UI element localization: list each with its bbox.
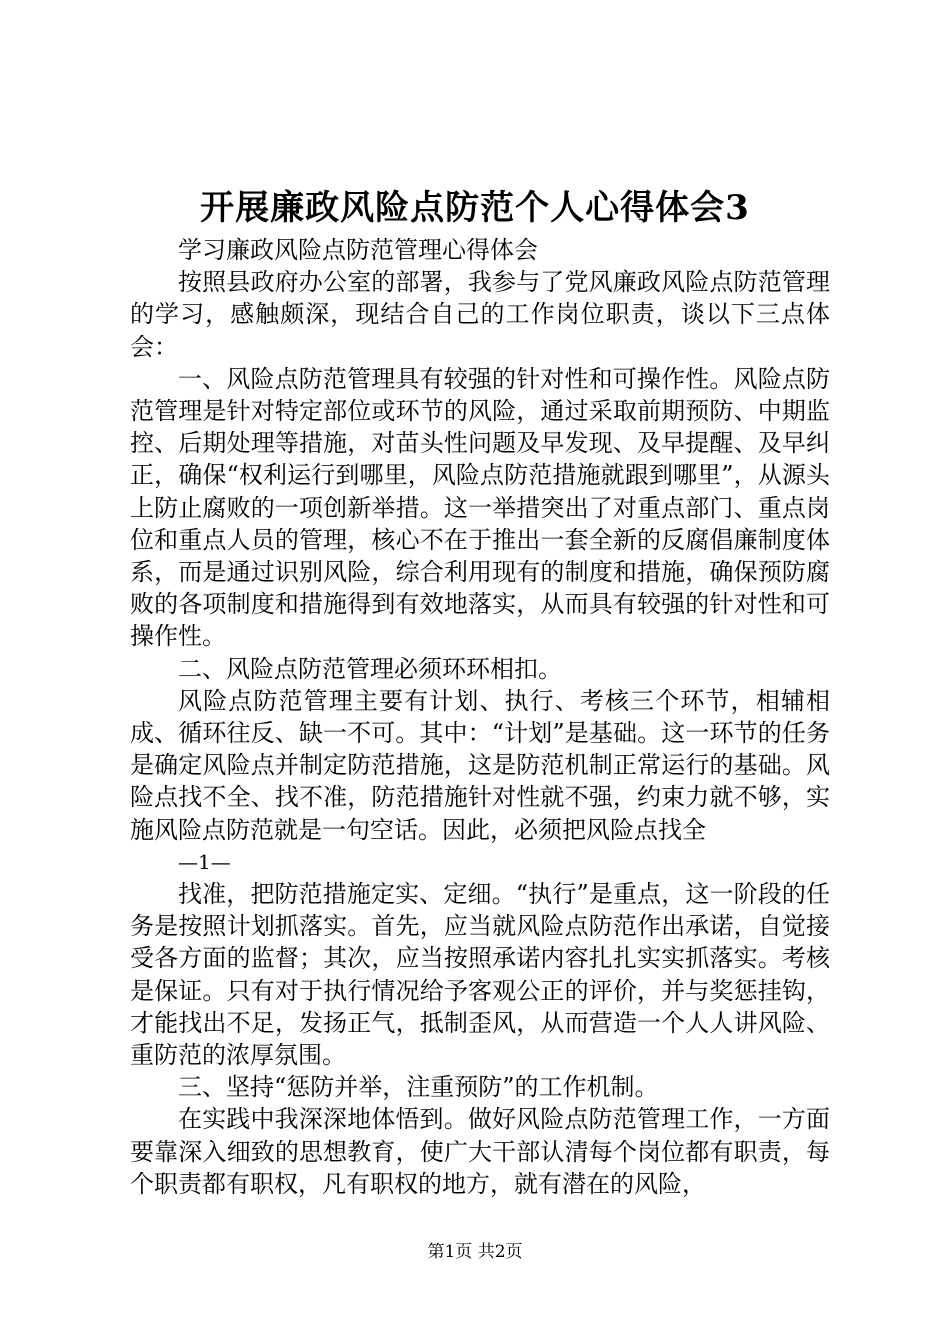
- inline-page-number: —1—: [178, 849, 231, 874]
- paragraph-subtitle: 学习廉政风险点防范管理心得体会: [178, 236, 538, 264]
- paragraph: 找准，把防范措施定实、定细。“执行”是重点，这一阶段的任务是按照计划抓落实。首先，应当就风险点防范作出承诺，自觉接受各方面的监督；其次，应当按照承诺内容扎扎实实抓落实。考核是保证。只有对于执行情况给予客观公正的评价，并与奖惩挂钩，才能找出不足，发扬正气，抵制歪风，从而营造一个人人讲风险、重防范的浓厚氛围。: [130, 880, 830, 1070]
- paragraph: 一、风险点防范管理具有较强的针对性和可操作性。风险点防范管理是针对特定部位或环节的风险，通过采取前期预防、中期监控、后期处理等措施，对苗头性问题及早发现、及早提醒、及早纠正，确保“权利运行到哪里，风险点防范措施就跟到哪里”，从源头上防止腐败的一项创新举措。这一举措突出了对重点部门、重点岗位和重点人员的管理，核心不在于推出一套全新的反腐倡廉制度体系，而是通过识别风险，综合利用现有的制度和措施，确保预防腐败的各项制度和措施得到有效地落实，从而具有较强的针对性和可操作性。: [130, 364, 830, 651]
- page-footer: 第1页 共2页: [427, 1242, 523, 1262]
- document-title: 开展廉政风险点防范个人心得体会3: [200, 188, 750, 228]
- paragraph: 在实践中我深深地体悟到。做好风险点防范管理工作，一方面要靠深入细致的思想教育，使广大干部认清每个岗位都有职责，每个职责都有职权，凡有职权的地方，就有潜在的风险，: [130, 1105, 830, 1198]
- paragraph: 按照县政府办公室的部署，我参与了党风廉政风险点防范管理的学习，感触颇深，现结合自己的工作岗位职责，谈以下三点体会：: [130, 268, 830, 361]
- section-heading: 三、坚持“惩防并举，注重预防”的工作机制。: [178, 1073, 659, 1102]
- paragraph: 风险点防范管理主要有计划、执行、考核三个环节，相辅相成、循环往反、缺一不可。其中：“计划”是基础。这一环节的任务是确定风险点并制定防范措施，这是防范机制正常运行的基础。风险点找不全、找不准，防范措施针对性就不强，约束力就不够，实施风险点防范就是一句空话。因此，必须把风险点找全: [130, 686, 830, 844]
- document-body: [130, 234, 830, 1200]
- section-heading: 二、风险点防范管理必须环环相扣。: [178, 654, 562, 683]
